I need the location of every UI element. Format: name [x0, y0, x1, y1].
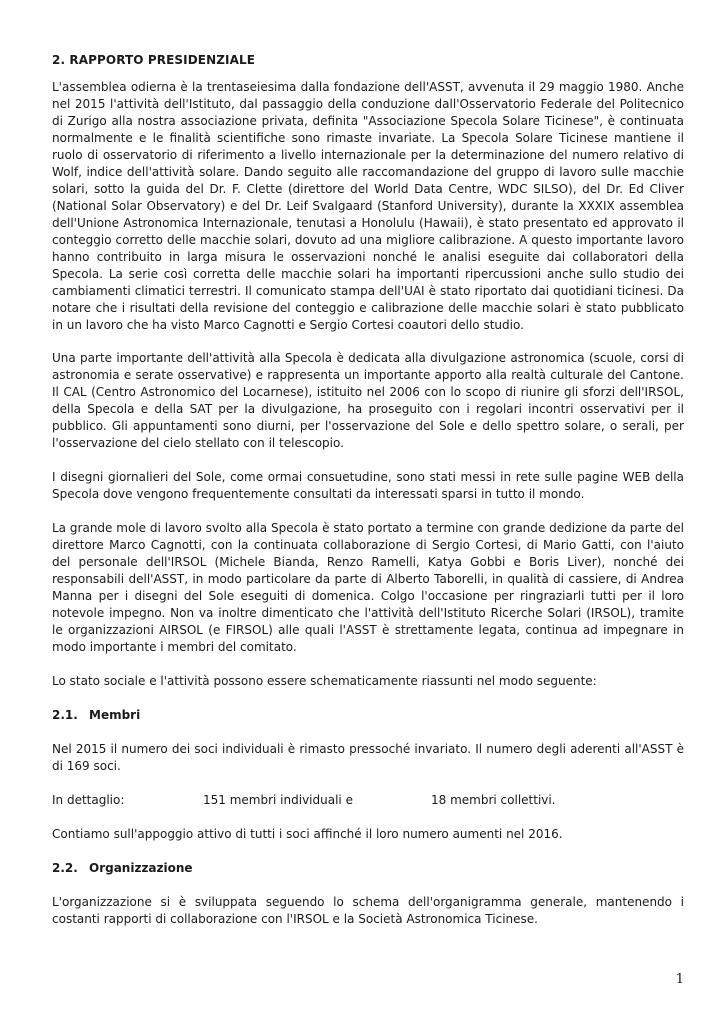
- subsection-label: Membri: [89, 708, 141, 722]
- subsection-label: Organizzazione: [89, 861, 193, 875]
- paragraph-acknowledgements: La grande mole di lavoro svolto alla Specola è stato portato a termine con grande dedizione da parte del direttore Marco Cagnotti, con la continuata collaborazione di Sergio Cortesi, di Mario Gatti, con l'aiuto del personale dell'IRSOL (Michele Bianda, Renzo Ramelli, Katya Gobbi e Boris Liver), nonché dei responsabili dell'ASST, in modo particolare da parte di Alberto Taborelli, in qualità di cassiere, di Andrea Manna per i disegni del Sole eseguiti di domenica. Colgo l'occasione per ringraziarli tutti per il loro notevole impegno. Non va inoltre dimenticato che l'attività dell'Istituto Ricerche Solari (IRSOL), tramite le organizzazioni AIRSOL (e FIRSOL) alle quali l'ASST è strettamente legata, continua ad impegnare in modo importante i membri del comitato.: [52, 521, 684, 654]
- subsection-title-organization: [52, 860, 684, 877]
- detail-individual-members: 151 membri individuali e: [203, 793, 353, 807]
- paragraph-drawings: I disegni giornalieri del Sole, come ormai consuetudine, sono stati messi in rete sulle pagine WEB della Specola dove vengono frequentemente consultati da interessati sparsi in tutto il mondo.: [52, 470, 684, 501]
- paragraph-summary-intro: Lo stato sociale e l'attività possono essere schematicamente riassunti nel modo seguente:: [52, 674, 597, 688]
- paragraph-organization: L'organizzazione si è sviluppata seguendo lo schema dell'organigramma generale, mantenendo i costanti rapporti di collaborazione con l'IRSOL e la Società Astronomica Ticinese.: [52, 895, 684, 926]
- paragraph-members-closing: Contiamo sull'appoggio attivo di tutti i soci affinché il loro numero aumenti nel 2016.: [52, 827, 563, 841]
- section-title: 2. RAPPORTO PRESIDENZIALE: [52, 53, 256, 67]
- detail-label: In dettaglio:: [52, 793, 125, 807]
- document-page: [52, 52, 684, 945]
- paragraph-assembly: L'assemblea odierna è la trentaseiesima dalla fondazione dell'ASST, avvenuta il 29 maggio 1980. Anche nel 2015 l'attività dell'Istituto, dal passaggio della conduzione dall'Osservatorio Federale del Politecnico di Zurigo alla nostra associazione privata, definita "Associazione Specola Solare Ticinese", è continuata normalmente e le finalità scientifiche sono rimaste invariate. La Specola Solare Ticinese mantiene il ruolo di osservatorio di riferimento a livello internazionale per la determinazione del numero relativo di Wolf, indice dell'attività solare. Dando seguito alle raccomandazione del gruppo di lavoro sulle macchie solari, sotto la guida del Dr. F. Clette (direttore del World Data Centre, WDC SILSO), del Dr. Ed Cliver (National Solar Observatory) e del Dr. Leif Svalgaard (Stanford University), durante la XXXIX assemblea dell'Unione Astronomica Internazionale, tenutasi a Honolulu (Hawaii), è stato presentato ed approvato il conteggio corretto delle macchie solari, dovuto ad una migliore calibrazione. A questo importante lavoro hanno contribuito in larga misura le osservazioni nonché le analisi eseguite dai collaboratori della Specola. La serie così corretta delle macchie solari ha importanti ripercussioni anche sullo studio dei cambiamenti climatici terrestri. Il comunicato stampa dell'UAI è stato riportato dai quotidiani ticinesi. Da notare che i risultati della revisione del conteggio e calibrazione delle macchie solari è stato pubblicato in un lavoro che ha visto Marco Cagnotti e Sergio Cortesi coautori dello studio.: [52, 80, 684, 332]
- members-detail-row: [52, 792, 684, 809]
- detail-collective-members: 18 membri collettivi.: [431, 793, 556, 807]
- subsection-number: 2.1.: [52, 708, 78, 722]
- subsection-number: 2.2.: [52, 861, 78, 875]
- subsection-title-members: [52, 707, 684, 724]
- paragraph-outreach: Una parte importante dell'attività alla Specola è dedicata alla divulgazione astronomica (scuole, corsi di astronomia e serate osservative) e rappresenta un importante apporto alla realtà culturale del Cantone. Il CAL (Centro Astronomico del Locarnese), istituito nel 2006 con lo scopo di riunire gli sforzi dell'IRSOL, della Specola e della SAT per la divulgazione, ha proseguito con i regolari incontri osservativi per il pubblico. Gli appuntamenti sono diurni, per l'osservazione del Sole e dello spettro solare, o serali, per l'osservazione del cielo stellato con il telescopio.: [52, 351, 684, 450]
- paragraph-members: Nel 2015 il numero dei soci individuali è rimasto pressoché invariato. Il numero degli aderenti all'ASST è di 169 soci.: [52, 742, 684, 773]
- page-number: 1: [675, 972, 684, 987]
